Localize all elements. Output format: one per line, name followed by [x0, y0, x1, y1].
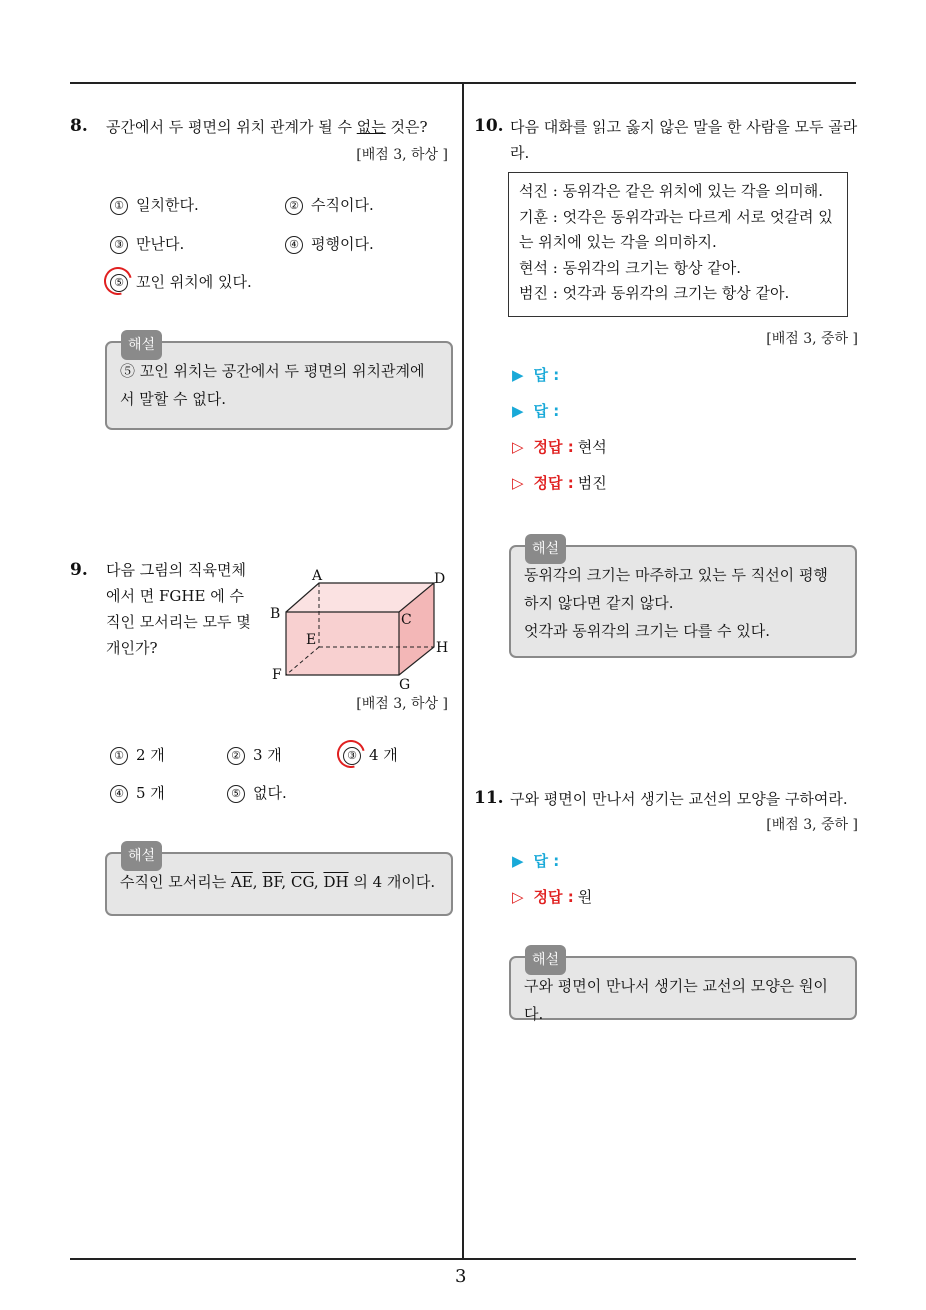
option-text: 2 개 — [136, 746, 165, 764]
q11-correct — [512, 886, 592, 907]
q10-explanation-box — [509, 541, 857, 658]
edge-BF: $\overline{BF}$ — [262, 873, 282, 891]
q9-option-5[interactable] — [227, 782, 287, 803]
option-text: 4 개 — [369, 746, 398, 764]
option-num: ⑤ — [227, 785, 245, 803]
label-F: F — [272, 667, 282, 683]
q8-meta: [배점 3, 하상 ] — [356, 147, 448, 163]
exp-suffix: 의 4 개이다. — [348, 873, 436, 891]
q8-option-4[interactable] — [285, 233, 374, 254]
q9-option-4[interactable] — [110, 782, 165, 803]
label-B: B — [270, 606, 281, 622]
edge-CG: $\overline{CG}$ — [290, 873, 314, 891]
label-C: C — [401, 612, 412, 628]
option-text: 없다. — [253, 784, 287, 802]
correct-label: 정답 : — [533, 474, 574, 492]
label-E: E — [306, 632, 317, 648]
q10-answer-field-2[interactable] — [512, 400, 559, 421]
edge-AE: $\overline{AE}$ — [230, 873, 253, 891]
q10-explanation-line-2: 엇각과 동위각의 크기는 다를 수 있다. — [524, 622, 770, 640]
exp-prefix: 수직인 모서리는 — [120, 873, 231, 891]
q10-dialog-box — [508, 172, 848, 317]
option-text: 5 개 — [136, 784, 165, 802]
cuboid-figure — [262, 564, 462, 694]
option-text: 3 개 — [253, 746, 282, 764]
option-text: 꼬인 위치에 있다. — [136, 273, 252, 291]
option-num: ① — [110, 197, 128, 215]
option-text: 만난다. — [136, 235, 185, 253]
correct-value: 범진 — [577, 474, 607, 492]
q11-explanation-box — [509, 952, 857, 1023]
q11-number: 11. — [474, 788, 504, 808]
q9-explanation-box — [105, 848, 453, 916]
q11-explanation-text: 구와 평면이 만나서 생기는 교선의 모양은 원이다. — [524, 977, 828, 1023]
option-num: ① — [110, 747, 128, 765]
outline-triangle-icon: ▷ — [512, 888, 524, 906]
dialog-line-3: 현석 : 동위각의 크기는 항상 같아. — [519, 258, 742, 277]
q8-explanation-box — [105, 337, 453, 430]
q8-option-1[interactable] — [110, 194, 199, 215]
q8-option-2[interactable] — [285, 194, 374, 215]
answer-mark-icon — [332, 735, 370, 773]
correct-label: 정답 : — [533, 888, 574, 906]
q10-correct-1 — [512, 436, 607, 457]
option-num: ④ — [285, 236, 303, 254]
q8-number: 8. — [70, 116, 88, 136]
option-text: 평행이다. — [311, 235, 374, 253]
q8-question — [106, 114, 451, 140]
q10-answer-field-1[interactable] — [512, 364, 559, 385]
option-num: ⑤ — [110, 274, 128, 292]
dialog-line-2: 기훈 : 엇각은 동위각과는 다르게 서로 엇갈려 있는 위치에 있는 각을 의미하지. — [519, 207, 833, 251]
answer-label: 답 : — [533, 366, 560, 384]
explanation-tag: 해설 — [121, 841, 162, 871]
option-num: ③ — [110, 236, 128, 254]
q8-text-a: 공간에서 두 평면의 위치 관계가 될 수 — [106, 118, 357, 136]
q10-number: 10. — [474, 116, 504, 136]
q8-text-b: 것은? — [385, 118, 428, 136]
q10-correct-2 — [512, 472, 607, 493]
answer-label: 답 : — [533, 852, 560, 870]
q10-explanation-line-1: 동위각의 크기는 마주하고 있는 두 직선이 평행하지 않다면 같지 않다. — [524, 566, 828, 612]
option-num: ② — [227, 747, 245, 765]
play-triangle-icon: ▶ — [512, 366, 524, 384]
outline-triangle-icon: ▷ — [512, 474, 524, 492]
option-num: ② — [285, 197, 303, 215]
option-num: ③ — [343, 747, 361, 765]
q11-meta: [배점 3, 중하 ] — [766, 817, 858, 833]
q10-meta: [배점 3, 중하 ] — [766, 331, 858, 347]
q9-option-2[interactable] — [227, 744, 282, 765]
q9-question: 다음 그림의 직육면체에서 면 FGHE 에 수직인 모서리는 모두 몇 개인가? — [106, 561, 251, 657]
q8-text-underlined: 없는 — [356, 118, 386, 136]
dialog-line-4: 범진 : 엇각과 동위각의 크기는 항상 같아. — [519, 284, 790, 302]
explanation-tag: 해설 — [121, 330, 162, 360]
q9-explanation-text: 수직인 모서리는 $\overline{AE}$, $\overline{BF}$, $\overline{CG}$, $\overline{DH}$ 의 4 개이다. — [120, 873, 436, 891]
page-number: 3 — [455, 1266, 467, 1287]
answer-mark-icon — [99, 262, 137, 300]
play-triangle-icon: ▶ — [512, 852, 524, 870]
q9-number: 9. — [70, 560, 88, 580]
column-divider — [462, 83, 464, 1259]
correct-value: 현석 — [577, 438, 607, 456]
label-D: D — [434, 571, 446, 587]
q9-option-1[interactable] — [110, 744, 165, 765]
correct-value: 원 — [577, 888, 593, 906]
q8-explanation-text: ⑤ 꼬인 위치는 공간에서 두 평면의 위치관계에서 말할 수 없다. — [120, 362, 425, 408]
explanation-tag: 해설 — [525, 534, 566, 564]
edge-DH: $\overline{DH}$ — [323, 873, 349, 891]
q11-question: 구와 평면이 만나서 생기는 교선의 모양을 구하여라. — [510, 790, 848, 808]
label-H: H — [436, 640, 449, 656]
option-num: ④ — [110, 785, 128, 803]
dialog-line-1: 석진 : 동위각은 같은 위치에 있는 각을 의미해. — [519, 182, 824, 200]
q8-option-3[interactable] — [110, 233, 184, 254]
outline-triangle-icon: ▷ — [512, 438, 524, 456]
explanation-tag: 해설 — [525, 945, 566, 975]
correct-label: 정답 : — [533, 438, 574, 456]
play-triangle-icon: ▶ — [512, 402, 524, 420]
q11-answer-field[interactable] — [512, 850, 559, 871]
bottom-rule — [70, 1258, 856, 1260]
answer-label: 답 : — [533, 402, 560, 420]
option-text: 일치한다. — [136, 196, 199, 214]
label-G: G — [399, 677, 411, 693]
option-text: 수직이다. — [311, 196, 374, 214]
q9-meta: [배점 3, 하상 ] — [356, 696, 448, 712]
q10-question: 다음 대화를 읽고 옳지 않은 말을 한 사람을 모두 골라라. — [510, 118, 858, 162]
label-A: A — [312, 568, 323, 584]
